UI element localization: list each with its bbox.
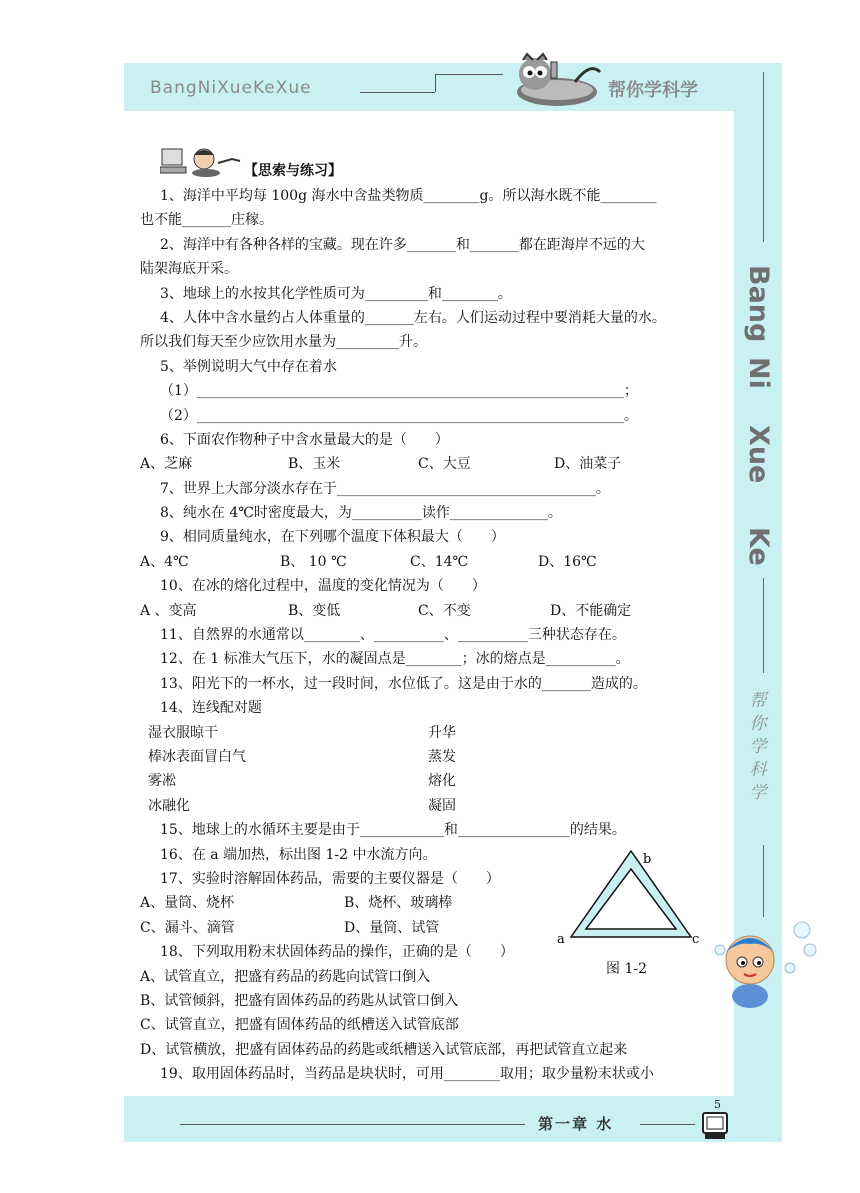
figure-caption: 图 1-2 bbox=[606, 961, 647, 977]
cat-mascot-icon bbox=[505, 52, 605, 110]
option: C、漏斗、滴管 bbox=[140, 919, 235, 936]
footer-divider bbox=[180, 1124, 525, 1125]
matching-row bbox=[140, 769, 730, 793]
option: D、不能确定 bbox=[550, 602, 632, 619]
question-line: 5、举例说明大气中存在着水 bbox=[160, 358, 337, 375]
side-pinyin-word: Ni bbox=[743, 357, 774, 389]
question-line: 13、阳光下的一杯水，过一段时间，水位低了。这是由于水的_______造成的。 bbox=[160, 675, 647, 692]
water-loop-triangle-figure bbox=[555, 847, 705, 947]
side-divider-bottom bbox=[763, 845, 764, 917]
question-line: 11、自然界的水通常以________、__________、__________三种状态存在。 bbox=[160, 627, 626, 644]
question-line: 所以我们每天至少应饮用水量为_________升。 bbox=[140, 334, 427, 351]
match-left: 冰融化 bbox=[148, 797, 190, 814]
option: B、变低 bbox=[288, 602, 341, 619]
figure-label-a: a bbox=[557, 932, 565, 947]
question-line: 6、下面农作物种子中含水量最大的是（ ） bbox=[160, 431, 449, 448]
question-line: 18、下列取用粉末状固体药品的操作，正确的是（ ） bbox=[160, 944, 514, 961]
option: B、 10 ℃ bbox=[280, 553, 347, 570]
footer-band bbox=[124, 1096, 782, 1142]
question-line: 12、在 1 标准大气压下，水的凝固点是________；冰的熔点是__________。 bbox=[160, 651, 630, 668]
question-line: 9、相同质量纯水，在下列哪个温度下体积最大（ ） bbox=[160, 529, 505, 546]
page-number: 5 bbox=[714, 1098, 721, 1111]
match-left: 棒冰表面冒白气 bbox=[148, 748, 246, 765]
question-line: 4、人体中含水量约占人体重量的_______左右。人们运动过程中要消耗大量的水。 bbox=[160, 309, 666, 326]
side-chinese-title: 帮 你 学 科 学 bbox=[749, 691, 767, 803]
answer-line: （1）_____________________________________________________________； bbox=[160, 383, 638, 400]
side-pinyin-word: Bang bbox=[743, 265, 774, 343]
option: C、不变 bbox=[418, 602, 471, 619]
side-divider-top bbox=[763, 72, 764, 242]
question-line: 7、世界上大部分淡水存在于_____________________________________。 bbox=[160, 480, 610, 497]
option: C、14℃ bbox=[410, 553, 469, 570]
options-row bbox=[140, 550, 730, 574]
matching-row bbox=[140, 745, 730, 769]
header-pinyin: BangNiXueKeXue bbox=[150, 78, 312, 98]
side-pinyin-word: Xue bbox=[743, 425, 774, 484]
options-row bbox=[140, 599, 730, 623]
side-pinyin-word: Ke bbox=[743, 527, 774, 566]
option: D、油菜子 bbox=[554, 456, 622, 473]
question-line: 14、连线配对题 bbox=[160, 700, 262, 717]
section-title: 【思索与练习】 bbox=[244, 163, 342, 179]
question-line: 1、海洋中平均每 100g 海水中含盐类物质________g。所以海水既不能________ bbox=[160, 188, 657, 204]
figure-label-c: c bbox=[692, 932, 700, 947]
option: D、量筒、试管 bbox=[344, 919, 440, 936]
matching-row bbox=[140, 721, 730, 745]
header-title: 帮你学科学 bbox=[608, 80, 698, 101]
tv-icon bbox=[702, 1112, 728, 1140]
footer-divider-right bbox=[640, 1124, 695, 1125]
question-line: 也不能_______庄稼。 bbox=[140, 212, 273, 229]
option: A、量筒、烧杯 bbox=[140, 895, 235, 912]
match-left: 雾凇 bbox=[148, 773, 176, 790]
option: B、烧杯、玻璃棒 bbox=[344, 895, 453, 912]
matching-row bbox=[140, 794, 730, 818]
question-line: 3、地球上的水按其化学性质可为_________和________。 bbox=[160, 285, 512, 302]
question-line: 8、纯水在 4℃时密度最大，为__________读作______________。 bbox=[160, 505, 562, 522]
question-line: 2、海洋中有各种各样的宝藏。现在许多_______和_______都在距海岸不远的大 bbox=[160, 236, 645, 253]
exercise-content bbox=[140, 184, 730, 1086]
option: B、玉米 bbox=[288, 456, 341, 473]
match-right: 升华 bbox=[428, 724, 456, 741]
options-row bbox=[140, 452, 730, 476]
header-divider-step bbox=[435, 74, 503, 92]
student-at-computer-icon bbox=[160, 143, 244, 177]
option: A、4℃ bbox=[140, 553, 189, 570]
question-line: 16、在 a 端加热，标出图 1-2 中水流方向。 bbox=[160, 846, 437, 863]
match-right: 熔化 bbox=[428, 773, 456, 790]
question-line: 陆架海底开采。 bbox=[140, 261, 238, 278]
question-line: 17、实验时溶解固体药品，需要的主要仪器是（ ） bbox=[160, 870, 500, 887]
match-right: 凝固 bbox=[428, 797, 456, 814]
option: D、16℃ bbox=[538, 553, 597, 570]
option-line: B、试管倾斜，把盛有固体药品的药匙从试管口倒入 bbox=[140, 992, 459, 1009]
question-line: 19、取用固体药品时，当药品是块状时，可用________取用；取少量粉末状或小 bbox=[160, 1066, 654, 1083]
option-line: A、试管直立，把盛有药品的药匙向试管口倒入 bbox=[140, 968, 431, 985]
option: A 、变高 bbox=[140, 602, 197, 619]
question-line: 10、在冰的熔化过程中，温度的变化情况为（ ） bbox=[160, 578, 486, 595]
side-divider-mid bbox=[763, 578, 764, 673]
option: A、芝麻 bbox=[140, 456, 193, 473]
option: C、大豆 bbox=[418, 456, 471, 473]
option-line: D、试管横放，把盛有固体药品的药匙或纸槽送入试管底部，再把试管直立起来 bbox=[140, 1041, 628, 1058]
footer-chapter: 第一章 水 bbox=[538, 1115, 614, 1133]
question-line: 15、地球上的水循环主要是由于____________和________________的结果。 bbox=[160, 822, 626, 839]
figure-label-b: b bbox=[643, 852, 652, 867]
match-right: 蒸发 bbox=[428, 748, 456, 765]
header-divider bbox=[360, 92, 435, 93]
match-left: 湿衣服晾干 bbox=[148, 724, 218, 741]
option-line: C、试管直立，把盛有固体药品的纸槽送入试管底部 bbox=[140, 1017, 459, 1034]
answer-line: （2）_____________________________________________________________。 bbox=[160, 407, 638, 424]
